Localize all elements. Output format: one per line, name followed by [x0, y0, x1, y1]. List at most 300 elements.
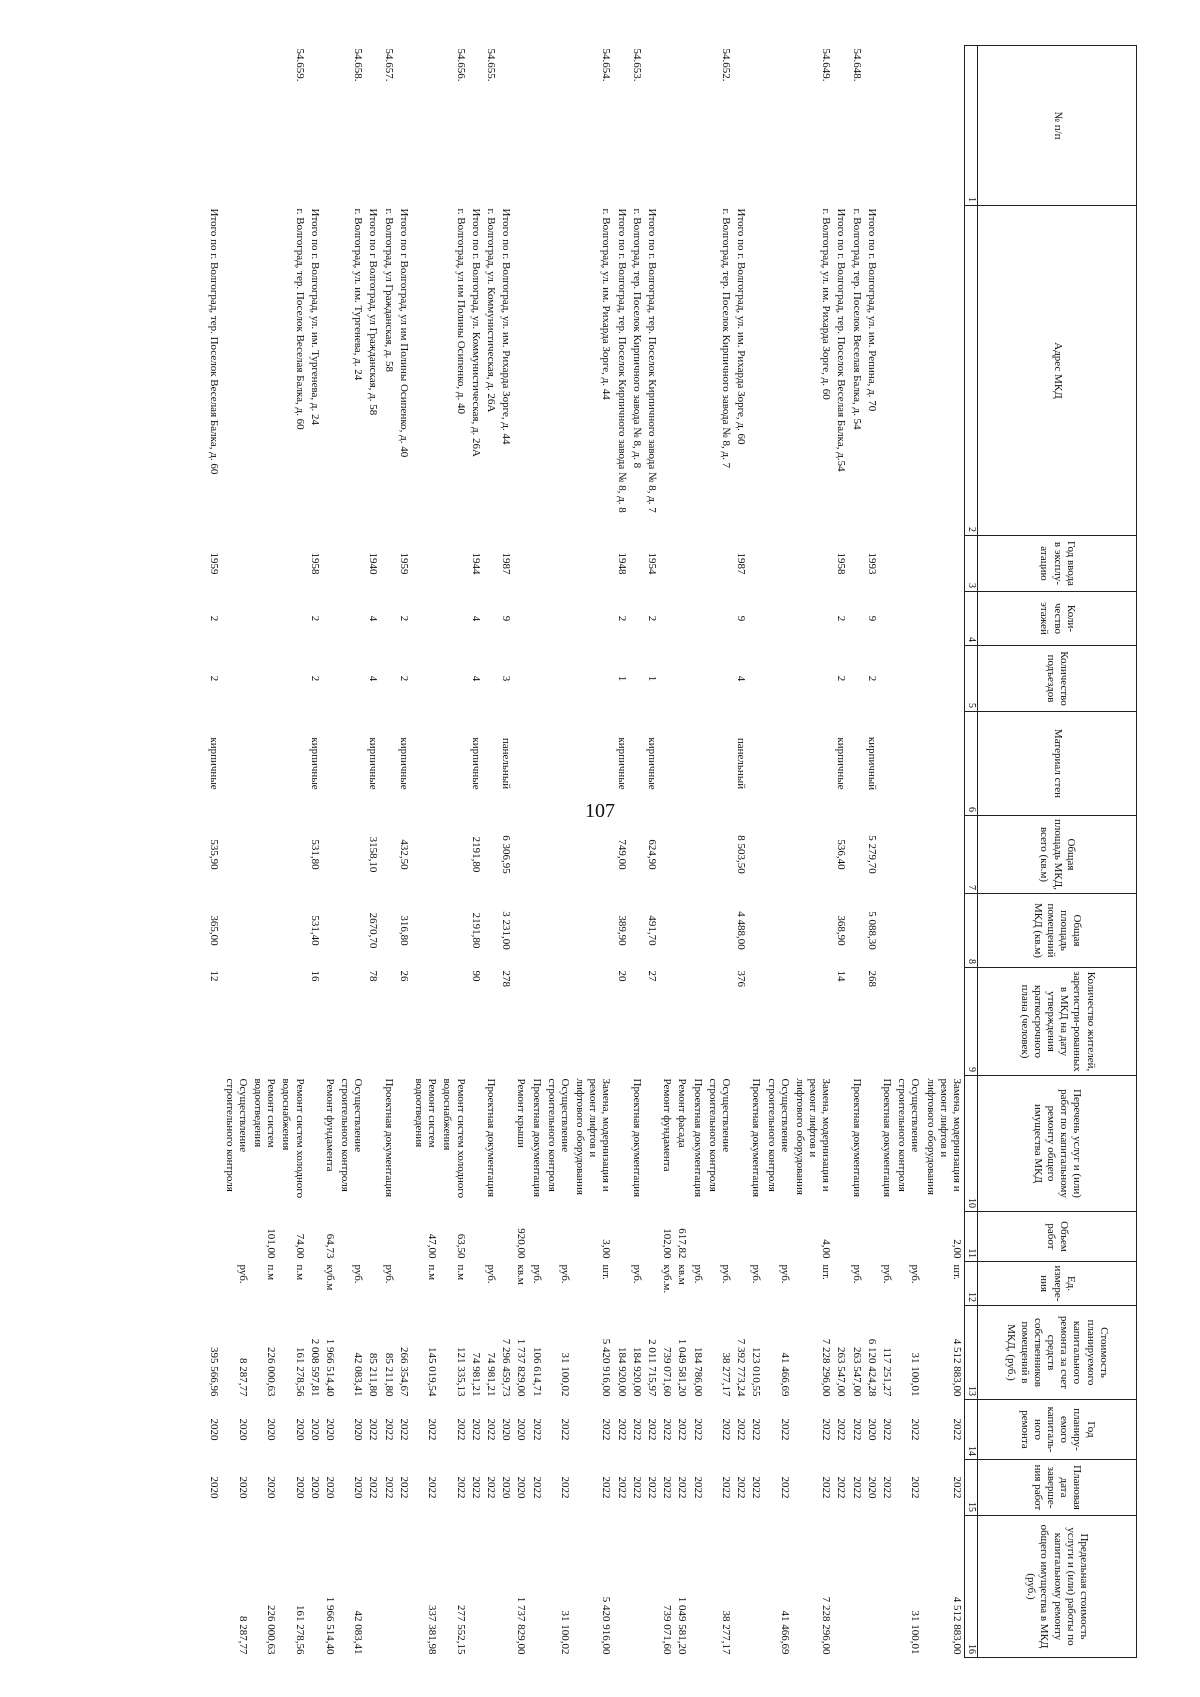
total-area-cell	[483, 816, 498, 894]
repair-year-cell: 2022	[661, 1418, 674, 1441]
column-header: № п/п	[978, 46, 1137, 206]
unit-cell: руб.	[485, 1264, 497, 1284]
limit-cost-cell	[833, 1516, 848, 1658]
cost-cell: 7 392 773,24	[735, 1338, 748, 1397]
work-type-cell: Ремонт фасада	[676, 1078, 689, 1148]
limit-cost-cell: 42 083,41	[352, 1610, 365, 1655]
address-cell: Итого по г. Волгоград, ул. Коммунистическая, д. 26А	[469, 208, 482, 457]
end-date-cell: 2022	[661, 1476, 674, 1499]
repair-year-cell: 2020	[865, 1418, 878, 1441]
entrances-cell: 2	[208, 675, 221, 682]
residents-cell	[763, 968, 791, 1076]
premises-area-cell	[381, 894, 396, 968]
premises-area-cell	[792, 894, 834, 968]
cost-cell: 184 920,00	[615, 1347, 628, 1397]
limit-cost-cell	[206, 1516, 221, 1658]
column-number: 10	[965, 1076, 978, 1212]
entrances-cell	[337, 646, 365, 712]
address-cell	[544, 206, 572, 536]
entrances-cell	[513, 646, 528, 712]
premises-area-cell	[659, 894, 674, 968]
year-built-cell	[674, 536, 689, 592]
repair-year-cell: 2022	[850, 1418, 863, 1441]
residents-cell	[337, 968, 365, 1076]
wall-material-cell: кирпичные	[615, 737, 628, 790]
premises-area-cell	[689, 894, 704, 968]
table-row	[763, 46, 791, 1658]
cost-cell: 184 786,00	[691, 1347, 704, 1397]
work-type-cell	[468, 1076, 483, 1212]
column-number: 4	[965, 592, 978, 646]
entrances-cell: 1	[646, 675, 659, 682]
unit-cell	[614, 1262, 629, 1306]
premises-area-cell: 2191,80	[469, 912, 482, 949]
total-area-cell: 6 306,95	[500, 835, 513, 874]
floors-cell	[528, 592, 543, 646]
limit-cost-cell: 31 100,02	[558, 1610, 571, 1655]
entrances-cell: 2	[308, 675, 321, 682]
work-type-cell	[833, 1076, 848, 1212]
premises-area-cell	[221, 894, 249, 968]
entrances-cell	[879, 646, 894, 712]
residents-cell: 12	[208, 970, 221, 982]
floors-cell	[483, 592, 498, 646]
row-number	[614, 46, 629, 206]
table-row	[629, 46, 644, 1658]
address-cell	[763, 206, 791, 536]
work-type-cell: Ремонт систем водоотведения	[252, 1078, 278, 1148]
year-built-cell	[483, 536, 498, 592]
wall-material-cell	[922, 712, 964, 816]
wall-material-cell	[544, 712, 572, 816]
repair-year-cell: 2022	[426, 1418, 439, 1441]
column-header: Общая площадь помещений МКД (кв.м)	[978, 894, 1137, 968]
limit-cost-cell	[307, 1516, 322, 1658]
end-date-cell: 2020	[265, 1476, 278, 1499]
unit-cell	[396, 1262, 411, 1306]
floors-cell	[381, 592, 396, 646]
year-built-cell: 1944	[469, 552, 482, 575]
work-type-cell: Осуществление строительного контроля	[545, 1078, 571, 1192]
total-area-cell	[849, 816, 864, 894]
end-date-cell: 2020	[500, 1476, 513, 1499]
limit-cost-cell: 7 228 296,00	[820, 1596, 833, 1655]
table-row	[439, 46, 467, 1658]
address-cell: г. Волгоград, тер. Поселок Кирпичного завода № 8, д. 7	[720, 208, 732, 469]
address-cell	[894, 206, 922, 536]
residents-cell	[792, 968, 834, 1076]
row-number	[307, 46, 322, 206]
total-area-cell	[278, 816, 306, 894]
address-cell	[513, 206, 528, 536]
limit-cost-cell: 337 381,98	[426, 1605, 439, 1655]
limit-cost-cell	[468, 1516, 483, 1658]
wall-material-cell: кирпичные	[308, 737, 321, 790]
residents-cell: 376	[735, 970, 748, 987]
table-row	[659, 46, 674, 1658]
entrances-cell	[250, 646, 278, 712]
residents-cell	[513, 968, 528, 1076]
total-area-cell: 8 503,50	[735, 835, 748, 874]
row-number: 54.657.	[382, 48, 395, 82]
premises-area-cell	[894, 894, 922, 968]
volume-cell: 920,00	[515, 1228, 528, 1259]
floors-cell: 2	[615, 615, 628, 622]
address-cell	[250, 206, 278, 536]
total-area-cell	[894, 816, 922, 894]
address-cell	[879, 206, 894, 536]
cost-cell: 226 000,63	[265, 1347, 278, 1397]
premises-area-cell	[849, 894, 864, 968]
end-date-cell: 2022	[600, 1476, 613, 1499]
wall-material-cell: панельный	[500, 737, 513, 790]
volume-cell: 617,82	[676, 1228, 689, 1259]
premises-area-cell	[337, 894, 365, 968]
limit-cost-cell	[528, 1516, 543, 1658]
floors-cell: 2	[208, 615, 221, 622]
page-number: 107	[585, 800, 615, 822]
wall-material-cell: панельный	[735, 737, 748, 790]
table-row	[206, 46, 221, 1658]
unit-cell: руб.	[558, 1264, 571, 1284]
address-cell: Итого по г. Волгоград, ул. им. Рихарда Зорге, д. 44	[500, 208, 513, 445]
volume-cell	[544, 1212, 572, 1262]
column-number: 9	[965, 968, 978, 1076]
address-cell: Итого по г. Волгоград, тер. Поселок Веселая Балка, д. 60	[208, 208, 221, 475]
limit-cost-cell	[498, 1516, 513, 1658]
volume-cell: 63,50	[454, 1233, 467, 1259]
residents-cell	[705, 968, 733, 1076]
residents-cell: 27	[646, 970, 659, 982]
total-area-cell	[792, 816, 834, 894]
row-number: 54.653.	[630, 48, 643, 82]
premises-area-cell: 531,40	[308, 915, 321, 946]
residents-cell: 268	[865, 970, 878, 987]
wall-material-cell	[748, 712, 763, 816]
limit-cost-cell	[864, 1516, 879, 1658]
residents-cell	[689, 968, 704, 1076]
total-area-cell	[513, 816, 528, 894]
limit-cost-cell	[879, 1516, 894, 1658]
limit-cost-cell: 41 466,69	[778, 1610, 791, 1655]
row-number: 54.654.	[600, 48, 613, 82]
table-row	[833, 46, 848, 1658]
year-built-cell	[879, 536, 894, 592]
entrances-cell	[922, 646, 964, 712]
volume-cell	[307, 1212, 322, 1262]
wall-material-cell	[659, 712, 674, 816]
cost-cell: 123 010,55	[750, 1347, 763, 1397]
volume-cell	[381, 1212, 396, 1262]
repair-year-cell: 2022	[382, 1418, 395, 1441]
end-date-cell: 2022	[691, 1476, 704, 1499]
floors-cell	[689, 592, 704, 646]
end-date-cell: 2022	[835, 1476, 848, 1499]
limit-cost-cell: 1 966 514,40	[323, 1596, 336, 1655]
floors-cell	[705, 592, 733, 646]
end-date-cell: 2022	[382, 1476, 395, 1499]
floors-cell: 9	[500, 615, 513, 622]
floors-cell: 9	[865, 615, 878, 622]
address-cell	[922, 206, 964, 536]
repair-year-cell: 2020	[208, 1418, 221, 1441]
address-cell	[689, 206, 704, 536]
volume-cell	[705, 1212, 733, 1262]
column-header: Стоимость планируемого капитального ремонта за счет средств собственников помещений в МКД, (руб.)	[978, 1306, 1137, 1400]
wall-material-cell	[849, 712, 864, 816]
unit-cell: шт.	[820, 1264, 833, 1280]
address-cell: г. Волгоград, тер. Поселок Кирпичного завода № 8, д. 8	[630, 208, 643, 469]
work-type-cell: Осуществление строительного контроля	[706, 1078, 732, 1192]
residents-cell	[894, 968, 922, 1076]
cost-cell: 161 278,56	[293, 1347, 306, 1397]
work-type-cell: Ремонт фундамента	[661, 1078, 674, 1172]
cost-cell: 31 100,01	[909, 1352, 922, 1397]
volume-cell	[483, 1212, 498, 1262]
year-built-cell	[439, 536, 467, 592]
cost-cell: 31 100,02	[558, 1352, 571, 1397]
address-cell	[674, 206, 689, 536]
cost-cell: 2 008 597,81	[308, 1338, 321, 1397]
year-built-cell	[528, 536, 543, 592]
work-type-cell	[396, 1076, 411, 1212]
entrances-cell	[792, 646, 834, 712]
row-number	[689, 46, 704, 206]
row-number: 54.656.	[454, 48, 467, 82]
cost-cell: 184 920,00	[630, 1347, 643, 1397]
entrances-cell	[381, 646, 396, 712]
address-cell	[221, 206, 249, 536]
wall-material-cell: кирпичные	[835, 737, 848, 790]
year-built-cell	[763, 536, 791, 592]
residents-cell	[528, 968, 543, 1076]
volume-cell	[748, 1212, 763, 1262]
repair-year-cell: 2022	[367, 1418, 380, 1441]
row-number: 54.648.	[850, 48, 863, 82]
repair-year-cell: 2022	[720, 1418, 732, 1441]
address-cell: г. Волгоград, ул им Полины Осипенко, д. 40	[454, 208, 467, 414]
end-date-cell: 2022	[615, 1476, 628, 1499]
repair-year-cell: 2022	[778, 1418, 791, 1441]
unit-cell	[365, 1262, 380, 1306]
repair-year-cell: 2020	[515, 1418, 528, 1441]
year-built-cell: 1940	[367, 552, 380, 575]
floors-cell	[849, 592, 864, 646]
table-row	[381, 46, 396, 1658]
limit-cost-cell: 1 737 829,00	[515, 1596, 528, 1655]
wall-material-cell	[221, 712, 249, 816]
work-type-cell	[365, 1076, 380, 1212]
table-row	[894, 46, 922, 1658]
premises-area-cell: 2670,70	[367, 912, 380, 949]
address-cell: Итого по г. Волгоград, тер. Поселок Кирпичного завода № 8, д. 7	[646, 208, 659, 513]
unit-cell: руб.	[909, 1264, 922, 1284]
limit-cost-cell	[849, 1516, 864, 1658]
row-number	[221, 46, 249, 206]
entrances-cell	[278, 646, 306, 712]
residents-cell	[674, 968, 689, 1076]
wall-material-cell	[483, 712, 498, 816]
cost-cell: 74 981,21	[485, 1352, 497, 1397]
entrances-cell	[689, 646, 704, 712]
limit-cost-cell: 277 552,15	[454, 1605, 467, 1655]
floors-cell	[879, 592, 894, 646]
cost-cell: 4 512 883,00	[951, 1338, 963, 1397]
row-number	[322, 46, 337, 206]
year-built-cell: 1948	[615, 552, 628, 575]
year-built-cell	[513, 536, 528, 592]
unit-cell	[498, 1262, 513, 1306]
table-row	[498, 46, 513, 1658]
rotated-table-wrapper	[57, 45, 1137, 1657]
entrances-cell	[483, 646, 498, 712]
premises-area-cell: 3 231,00	[500, 911, 513, 950]
premises-area-cell: 389,90	[615, 915, 628, 946]
year-built-cell: 1987	[500, 552, 513, 575]
wall-material-cell: кирпичный	[865, 736, 878, 791]
end-date-cell: 2022	[469, 1476, 482, 1499]
repair-year-cell: 2022	[397, 1418, 410, 1441]
total-area-cell	[879, 816, 894, 894]
row-number	[206, 46, 221, 206]
address-cell: Итого по г. Волгоград, тер. Поселок Веселая Балка, д.54	[835, 208, 848, 472]
row-number	[411, 46, 439, 206]
cost-cell: 7 228 296,00	[820, 1338, 833, 1397]
row-number	[396, 46, 411, 206]
table-row	[644, 46, 659, 1658]
year-built-cell: 1959	[397, 552, 410, 575]
wall-material-cell	[792, 712, 834, 816]
total-area-cell	[337, 816, 365, 894]
unit-cell: руб.	[691, 1264, 704, 1284]
work-type-cell	[864, 1076, 879, 1212]
premises-area-cell	[763, 894, 791, 968]
cost-cell: 5 420 916,00	[600, 1338, 613, 1397]
residents-cell	[221, 968, 249, 1076]
column-header: Год ввода в эксплу-атацию	[978, 536, 1137, 592]
repair-year-cell: 2020	[293, 1418, 306, 1441]
premises-area-cell	[748, 894, 763, 968]
work-type-cell: Осуществление строительного контроля	[223, 1078, 249, 1192]
address-cell: г. Волгоград, ул. им. Рихарда Зорге, д. 60	[820, 208, 833, 400]
wall-material-cell: кирпичные	[397, 737, 410, 790]
volume-cell: 74,00	[293, 1233, 306, 1259]
unit-cell	[733, 1262, 748, 1306]
residents-cell	[922, 968, 964, 1076]
table-row	[733, 46, 748, 1658]
repair-year-cell: 2022	[691, 1418, 704, 1441]
cost-cell: 395 566,96	[208, 1347, 221, 1397]
repair-year-cell: 2022	[485, 1418, 497, 1441]
row-number	[763, 46, 791, 206]
wall-material-cell	[689, 712, 704, 816]
residents-cell	[381, 968, 396, 1076]
table-row	[307, 46, 322, 1658]
unit-cell: куб.м.	[661, 1264, 674, 1294]
total-area-cell	[705, 816, 733, 894]
floors-cell: 2	[397, 615, 410, 622]
volume-cell	[614, 1212, 629, 1262]
column-number: 6	[965, 712, 978, 816]
row-number: 54.649.	[820, 48, 833, 82]
end-date-cell: 2020	[208, 1476, 221, 1499]
column-number: 14	[965, 1400, 978, 1460]
end-date-cell: 2022	[558, 1476, 571, 1499]
floors-cell: 9	[735, 615, 748, 622]
end-date-cell: 2022	[530, 1476, 543, 1499]
row-number	[644, 46, 659, 206]
address-cell: г. Волгоград, ул Гражданская, д. 58	[382, 208, 395, 373]
limit-cost-cell: 226 000,63	[265, 1605, 278, 1655]
unit-cell: кв.м	[515, 1264, 528, 1285]
year-built-cell	[572, 536, 614, 592]
cost-cell: 8 287,77	[236, 1358, 249, 1397]
cost-cell: 1 049 581,20	[676, 1338, 689, 1397]
work-type-cell	[206, 1076, 221, 1212]
entrances-cell: 3	[500, 675, 513, 682]
floors-cell	[922, 592, 964, 646]
column-header: Объем работ	[978, 1212, 1137, 1262]
table-row	[572, 46, 614, 1658]
cost-cell: 38 277,17	[720, 1352, 732, 1397]
volume-cell	[498, 1212, 513, 1262]
cost-cell: 739 071,60	[661, 1347, 674, 1397]
total-area-cell: 531,80	[308, 839, 321, 870]
total-area-cell	[572, 816, 614, 894]
table-row	[879, 46, 894, 1658]
row-number	[528, 46, 543, 206]
residents-cell: 20	[615, 970, 628, 982]
unit-cell	[833, 1262, 848, 1306]
column-header: Адрес МКД	[978, 206, 1137, 536]
entrances-cell	[763, 646, 791, 712]
entrances-cell	[221, 646, 249, 712]
premises-area-cell	[705, 894, 733, 968]
floors-cell	[544, 592, 572, 646]
address-cell: г. Волгоград, ул. Коммунистическая, д. 26А	[485, 208, 497, 413]
year-built-cell: 1958	[308, 552, 321, 575]
premises-area-cell	[544, 894, 572, 968]
column-header: Общая площадь МКД, всего (кв.м)	[978, 816, 1137, 894]
row-number	[894, 46, 922, 206]
entrances-cell	[705, 646, 733, 712]
volume-cell	[879, 1212, 894, 1262]
limit-cost-cell	[644, 1516, 659, 1658]
end-date-cell: 2022	[646, 1476, 659, 1499]
cost-cell: 74 981,21	[469, 1352, 482, 1397]
unit-cell: п.м	[454, 1264, 467, 1281]
year-built-cell	[278, 536, 306, 592]
volume-cell	[337, 1212, 365, 1262]
entrances-cell: 4	[469, 675, 482, 682]
floors-cell: 4	[367, 615, 380, 622]
total-area-cell	[544, 816, 572, 894]
work-type-cell: Ремонт систем холодного водоснабжения	[280, 1078, 306, 1199]
premises-area-cell	[674, 894, 689, 968]
premises-area-cell	[513, 894, 528, 968]
work-type-cell	[644, 1076, 659, 1212]
table-row	[922, 46, 964, 1658]
year-built-cell	[221, 536, 249, 592]
floors-cell	[439, 592, 467, 646]
year-built-cell	[337, 536, 365, 592]
column-number: 12	[965, 1262, 978, 1306]
wall-material-cell	[381, 712, 396, 816]
premises-area-cell	[572, 894, 614, 968]
work-type-cell: Проектная документация	[750, 1078, 763, 1198]
entrances-cell	[894, 646, 922, 712]
column-header: Предельная стоимость услуги и (или) работы по капитальному ремонту общего имущества в МКД (руб.)	[978, 1516, 1137, 1658]
